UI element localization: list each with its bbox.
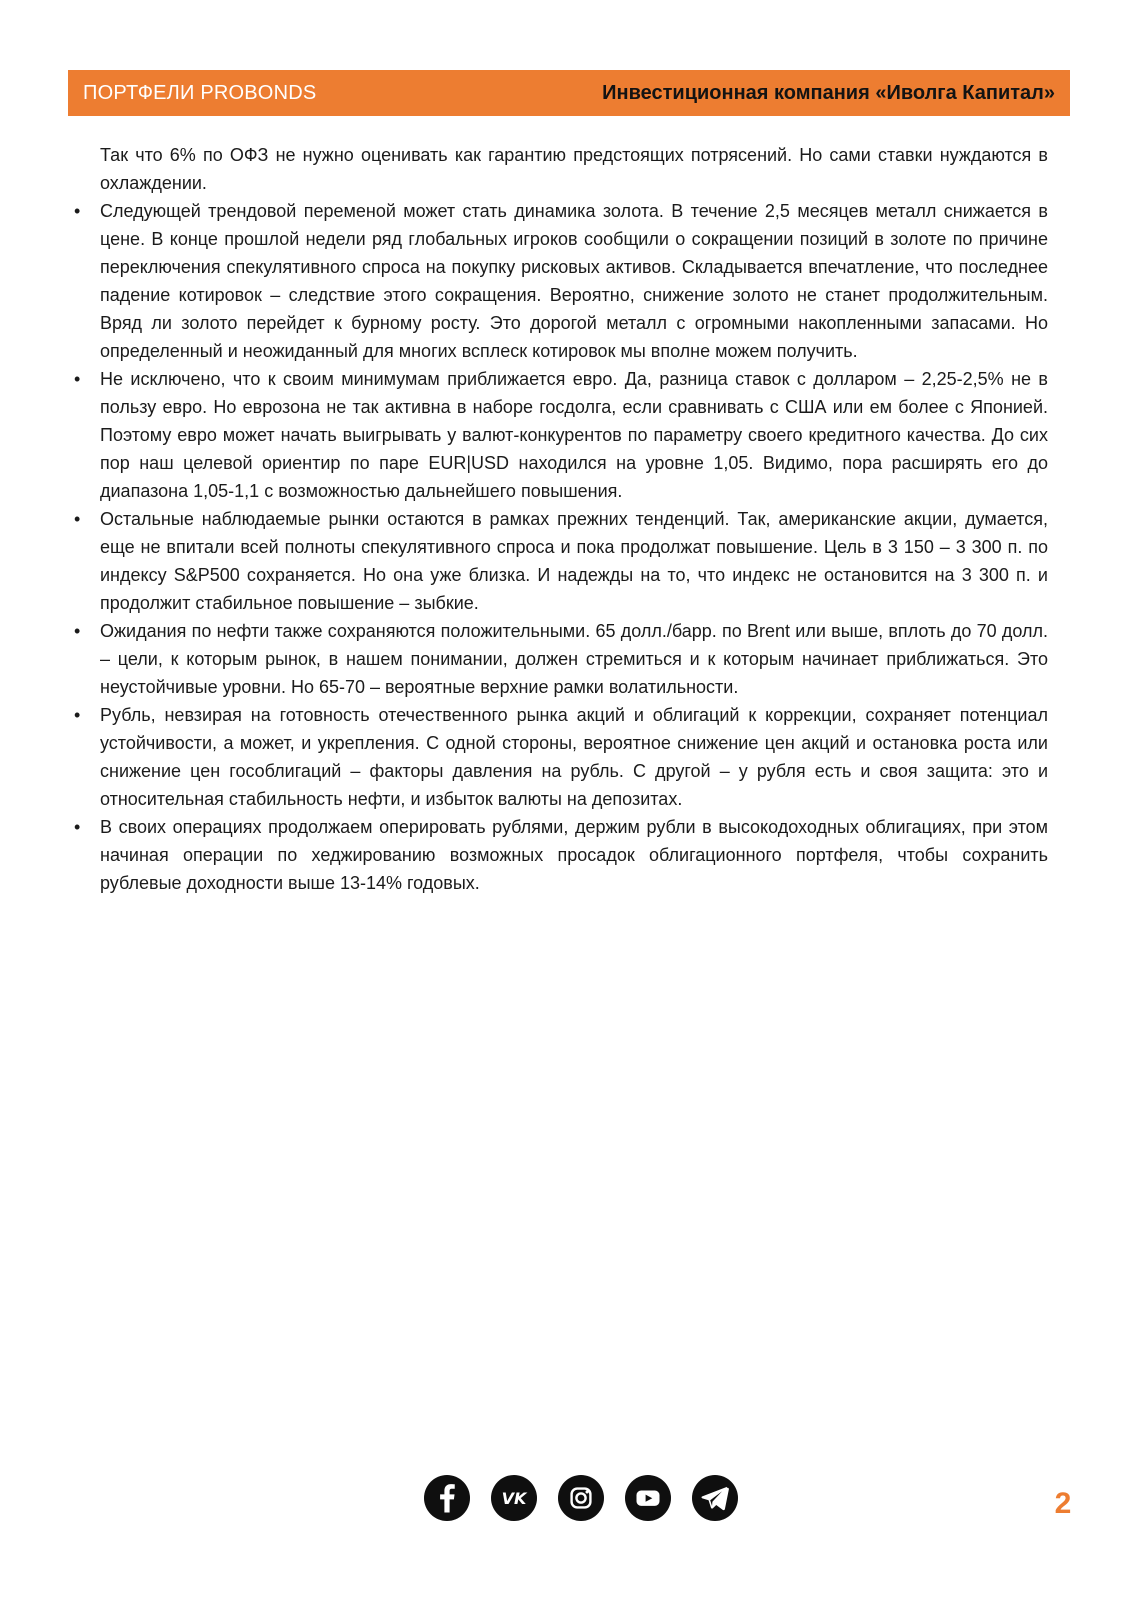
bullet-item-oil [68,617,1048,701]
bullet-text: В своих операциях продолжаем оперировать рублями, держим рубли в высокодоходных облигациях, при этом начиная операции по хеджированию возможных просадок облигационного портфеля, чтобы сохранить рублевые доходности выше 13-14% годовых. [100,817,1048,893]
report-title: ПОРТФЕЛИ PROBONDS [83,81,317,104]
bullet-item-euro [68,365,1048,505]
bullet-marker-icon: • [74,621,81,641]
bullet-text: Не исключено, что к своим минимумам приближается евро. Да, разница ставок с долларом – 2,25-2,5% не в пользу евро. Но еврозона не так активна в наборе госдолга, если сравнивать с США или ем более с Японией. Поэтому евро может начать выигрывать у валют-конкурентов по параметру своего кредитного качества. До сих пор наш целевой ориентир по паре EUR|USD находился на уровне 1,05. Видимо, пора расширять его до диапазона 1,05-1,1 с возможностью дальнейшего повышения. [100,369,1048,501]
report-body [68,141,1048,897]
bullet-item-us-stocks [68,505,1048,617]
page-number: 2 [1054,1487,1072,1520]
bullet-item-ruble [68,701,1048,813]
svg-text:VK: VK [501,1489,527,1508]
bullet-text: Рубль, невзирая на готовность отечественного рынка акций и облигаций к коррекции, сохраняет потенциал устойчивости, а может, и укрепления. С одной стороны, вероятное снижение цен акций и остановка роста или снижение цен гособлигаций – факторы давления на рубль. С другой – у рубля есть и своя защита: это и относительная стабильность нефти, и избыток валюты на депозитах. [100,705,1048,809]
instagram-icon[interactable] [557,1474,605,1522]
bullet-marker-icon: • [74,705,81,725]
bullet-marker-icon: • [74,509,81,529]
bullet-text: Остальные наблюдаемые рынки остаются в рамках прежних тенденций. Так, американские акции, думается, еще не впитали всей полноты спекулятивного спроса и пока продолжат повышение. Цель в 3 150 – 3 300 п. по индексу S&P500 сохраняется. Но она уже близка. И надежды на то, что индекс не остановится на 3 300 п. и продолжит стабильное повышение – зыбкие. [100,509,1048,613]
bullet-text: Следующей трендовой переменой может стать динамика золота. В течение 2,5 месяцев металл снижается в цене. В конце прошлой недели ряд глобальных игроков сообщили о сокращении позиций в золоте по причине переключения спекулятивного спроса на покупку рисковых активов. Складывается впечатление, что последнее падение котировок – следствие этого сокращения. Вероятно, снижение золото не станет продолжительным. Вряд ли золото перейдет к бурному росту. Это дорогой металл с огромными накопленными запасами. Но определенный и неожиданный для многих всплеск котировок мы вполне можем получить. [100,201,1048,361]
bullet-marker-icon: • [74,201,81,221]
bullet-list [68,197,1048,897]
company-name: Инвестиционная компания «Иволга Капитал» [602,81,1055,104]
facebook-icon[interactable] [423,1474,471,1522]
social-links [423,1474,739,1522]
vk-icon[interactable] [490,1474,538,1522]
intro-paragraph: Так что 6% по ОФЗ не нужно оценивать как гарантию предстоящих потрясений. Но сами ставки нуждаются в охлаждении. [100,145,1048,193]
bullet-item-operations [68,813,1048,897]
bullet-item-gold [68,197,1048,365]
telegram-icon[interactable] [691,1474,739,1522]
bullet-marker-icon: • [74,817,81,837]
bullet-marker-icon: • [74,369,81,389]
bullet-text: Ожидания по нефти также сохраняются положительными. 65 долл./барр. по Brent или выше, вплоть до 70 долл. – цели, к которым рынок, в нашем понимании, должен стремиться и к которым начинает приближаться. Это неустойчивые уровни. Но 65-70 – вероятные верхние рамки волатильности. [100,621,1048,697]
youtube-icon[interactable] [624,1474,672,1522]
header-banner [68,70,1070,116]
